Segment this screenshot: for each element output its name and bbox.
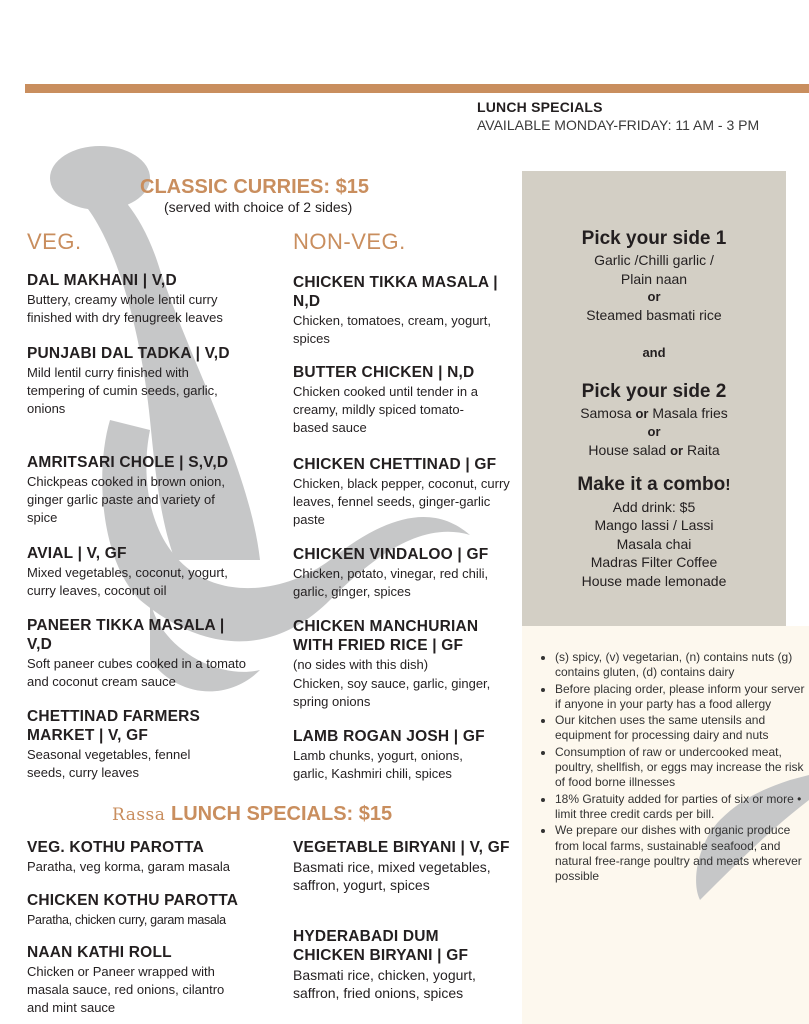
lunch-specials-heading: LUNCH SPECIALS [477,99,603,115]
item-desc: Mild lentil curry finished with tempering of cumin seeds, garlic, onions [27,365,218,416]
item-desc: Paratha, veg korma, garam masala [27,859,231,874]
menu-item [293,363,518,437]
menu-item [293,545,513,601]
item-name: CHETTINAD FARMERS MARKET | V, GF [27,708,201,744]
or-text: or [647,289,661,304]
rassa-heading-text: LUNCH SPECIALS: $15 [170,803,393,825]
combo-title [522,473,786,498]
menu-item [27,838,252,876]
item-name: CHICKEN CHETTINAD | GF [293,456,497,473]
item-name: HYDERABADI DUM CHICKEN BIRYANI | GF [293,928,469,964]
note-item: • Consumption of raw or undercooked meat, poultry, shellfish, or eggs may increase the risk of food borne illnesses [555,745,809,791]
note-item: • Before placing order, please inform your server if anyone in your party has a food allergy [555,682,809,713]
item-desc: Basmati rice, chicken, yogurt, saffron, fried onions, spices [293,967,476,1001]
drink-option: Mango lassi / Lassi [594,517,714,533]
or-text: or [647,424,661,439]
menu-item [293,617,508,711]
item-desc: Chicken, potato, vinegar, red chili, garlic, ginger, spices [293,566,489,599]
item-name: PANEER TIKKA MASALA | V,D [27,617,225,653]
item-desc: Paratha, chicken curry, garam masala [27,913,226,927]
side2-option-fries: Masala fries [652,404,728,421]
menu-item [293,455,513,529]
menu-item [27,344,237,418]
classic-curries-subtitle: (served with choice of 2 sides) [164,199,353,215]
menu-item [27,453,247,527]
item-desc: Buttery, creamy whole lentil curry finished with dry fenugreek leaves [27,292,223,325]
item-name: CHICKEN TIKKA MASALA | N,D [293,274,498,310]
item-desc: Chicken, black pepper, coconut, curry leaves, fennel seeds, ginger-garlic paste [293,476,510,527]
item-name: CHICKEN MANCHURIAN WITH FRIED RICE | GF [293,618,479,654]
item-desc: Chicken, tomatoes, cream, yogurt, spices [293,313,491,346]
menu-item [293,727,518,783]
rassa-lunch-heading [112,803,392,826]
side2-option-raita: Raita [686,442,720,458]
item-name: VEGETABLE BIRYANI | V, GF [293,839,510,856]
side1-option: Plain naan [620,270,688,287]
and-text: and [642,344,666,360]
item-name: VEG. KOTHU PAROTTA [27,839,204,856]
menu-item [27,943,247,1017]
availability-text: AVAILABLE MONDAY-FRIDAY: 11 AM - 3 PM [477,117,760,133]
combo-bang: ! [725,476,731,494]
menu-item [27,891,267,929]
item-desc: Chicken cooked until tender in a creamy, mildly spiced tomato-based sauce [293,384,479,435]
item-name: CHICKEN KOTHU PAROTTA [27,892,239,909]
item-name: NAAN KATHI ROLL [27,944,172,961]
note-item: • We prepare our dishes with organic produce from local farms, sustainable seafood, and natural free-range poultry and meats wherever possible [555,823,809,884]
menu-item [27,544,252,600]
item-desc: Seasonal vegetables, fennel seeds, curry leaves [27,747,191,780]
item-name: CHICKEN VINDALOO | GF [293,546,489,563]
side2-option [522,404,786,424]
item-desc: Chickpeas cooked in brown onion, ginger garlic paste and variety of spice [27,474,226,525]
side1-title: Pick your side 1 [581,228,727,249]
menu-item [293,838,518,894]
item-desc: Basmati rice, mixed vegetables, saffron, yogurt, spices [293,859,491,893]
item-name: DAL MAKHANI | V,D [27,272,177,289]
side1-option: Steamed basmati rice [586,307,722,323]
item-note: (no sides with this dish) [293,657,429,672]
menu-item [293,927,493,1002]
item-desc: Chicken or Paneer wrapped with masala sauce, red onions, cilantro and mint sauce [27,964,225,1015]
drink-option: Madras Filter Coffee [590,554,718,570]
item-desc: Lamb chunks, yogurt, onions, garlic, Kashmiri chili, spices [293,748,463,781]
item-desc: Chicken, soy sauce, garlic, ginger, spring onions [293,676,491,709]
nonveg-heading: NON-VEG. [293,229,406,254]
item-name: BUTTER CHICKEN | N,D [293,364,475,381]
rassa-logo: Rassa [112,805,166,825]
side1-option: Garlic /Chilli garlic / [594,252,714,268]
item-name: AVIAL | V, GF [27,545,127,562]
note-item: • 18% Gratuity added for parties of six or more • limit three credit cards per bill. [555,792,809,823]
note-item: • (s) spicy, (v) vegetarian, (n) contains nuts (g) contains gluten, (d) contains dairy [555,650,809,681]
side2-option-samosa: Samosa [580,404,632,421]
side2-title: Pick your side 2 [581,380,727,402]
menu-item [27,707,232,782]
or-text: or [670,443,684,458]
drink-option: House made lemonade [581,572,727,589]
veg-heading: VEG. [27,229,82,254]
item-desc: Mixed vegetables, coconut, yogurt, curry leaves, coconut oil [27,565,228,598]
side2-option-salad: House salad [588,442,667,458]
item-desc: Soft paneer cubes cooked in a tomato and coconut cream sauce [27,656,246,689]
menu-item [27,616,247,691]
menu-item [27,271,252,327]
item-name: LAMB ROGAN JOSH | GF [293,728,485,745]
or-text: or [635,405,649,421]
sides-content [522,227,786,590]
top-accent-bar [25,84,809,93]
item-name: PUNJABI DAL TADKA | V,D [27,345,230,362]
allergy-notes-list [535,650,809,885]
combo-title-text: Make it a combo [577,473,726,495]
classic-curries-heading: CLASSIC CURRIES: $15 [140,176,369,198]
menu-item [293,273,511,348]
side2-option [522,441,786,461]
note-item: • Our kitchen uses the same utensils and equipment for processing dairy and nuts [555,713,809,744]
item-name: AMRITSARI CHOLE | S,V,D [27,454,229,471]
drink-option: Masala chai [616,535,692,552]
drink-option: Add drink: $5 [612,498,696,515]
